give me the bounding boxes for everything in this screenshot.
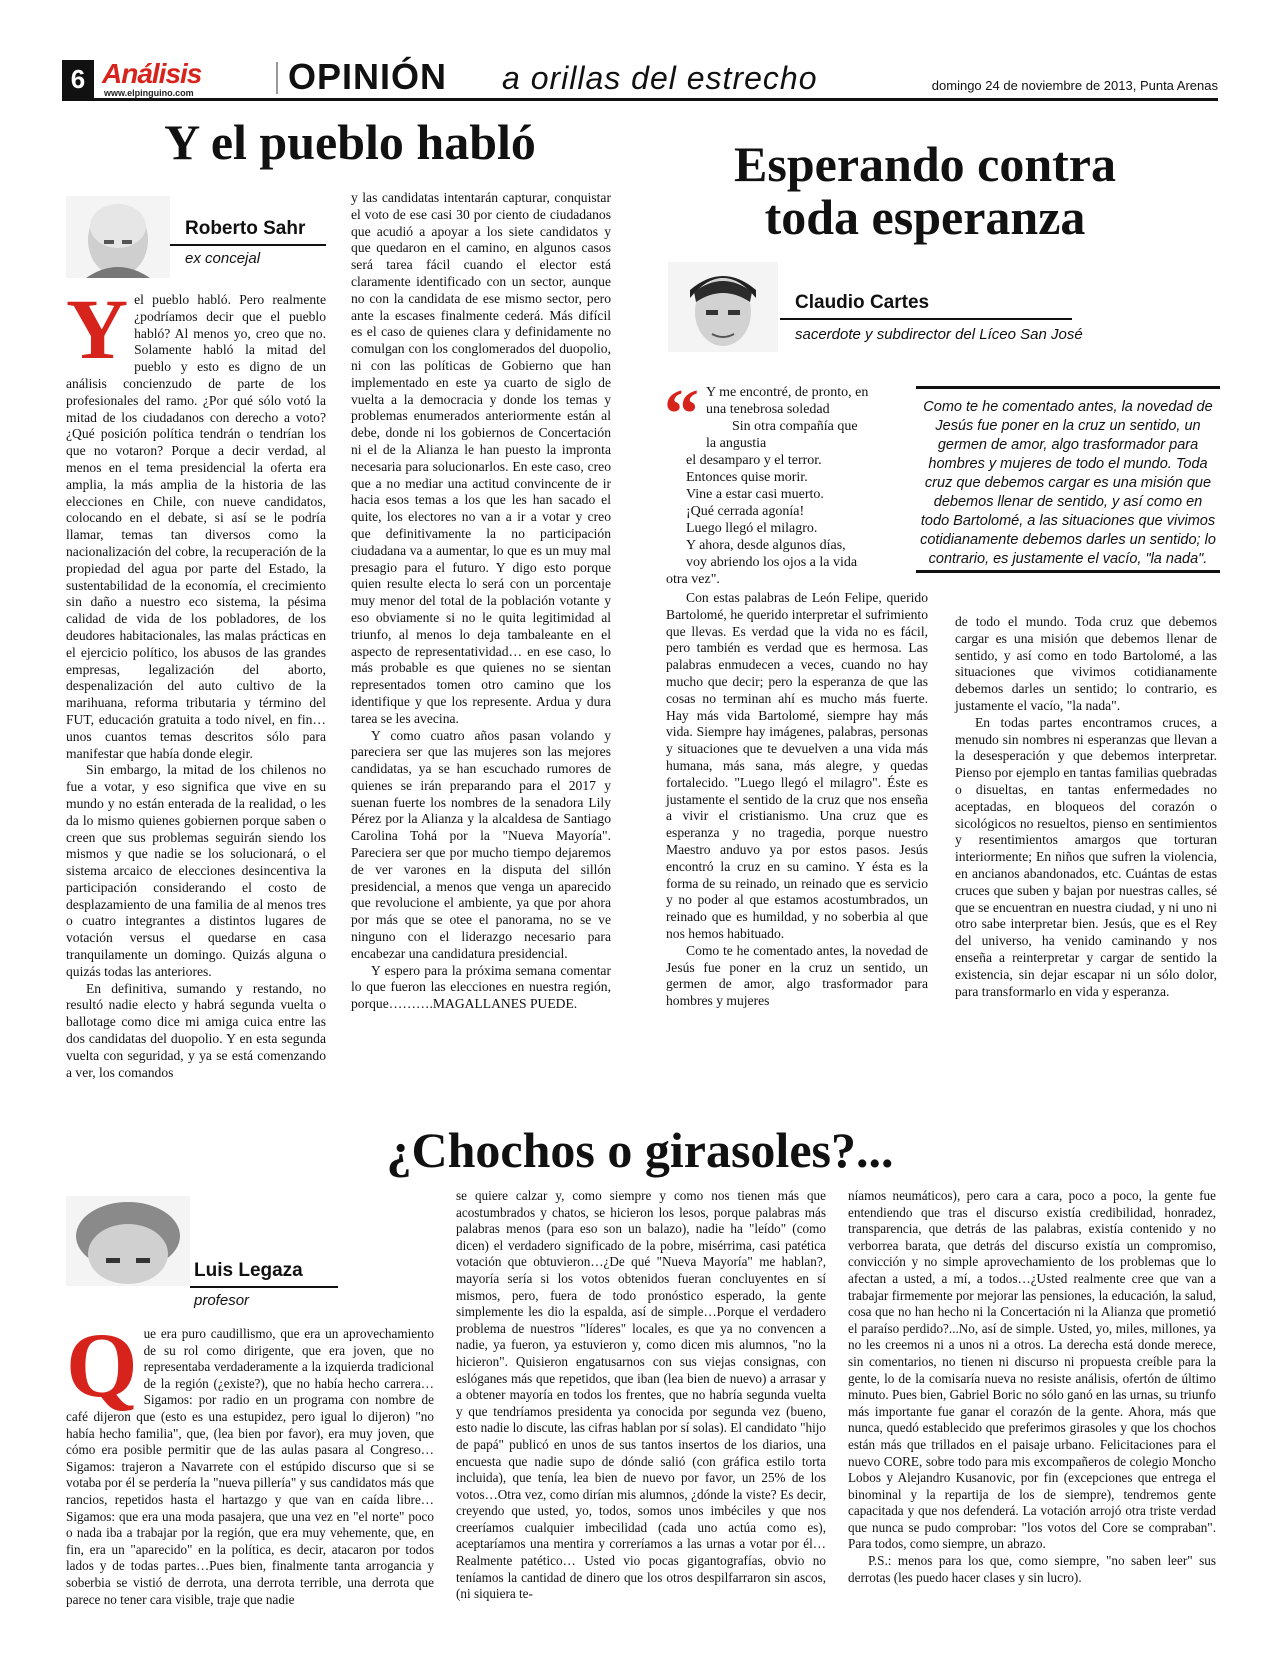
- author-photo-roberto-sahr: [66, 196, 170, 278]
- page-header: [62, 54, 1218, 101]
- paragraph: P.S.: menos para los que, como siempre, "no saben leer" sus derrotas (les puedo hacer clases y sin lucro).: [848, 1553, 1216, 1585]
- brand-url: www.elpinguino.com: [104, 88, 194, 98]
- author-role: ex concejal: [185, 250, 261, 267]
- article3-column-1: [66, 1314, 434, 1656]
- article1-headline: Y el pueblo habló: [164, 114, 536, 170]
- author-photo-claudio-cartes: [668, 262, 778, 352]
- author-name: Luis Legaza: [194, 1260, 303, 1281]
- paragraph: se quiere calzar y, como siempre y como nos tienen más que acostumbrados y chatos, se hicieron los lesos, porque palabras más palabras menos (para eso son un balazo), nadie ha "leído" (como dicen) el verdadero significado de la pobre, misérrima, casi patética votación que obtuvieron…¿De qué "Nueva Mayoría" me hablan?, mayoría sería si los votos obtenidos fueran concluyentes en sí mismos, pero, fuera de todo pronóstico esperado, la gente simplemente les dio la espalda, así de simple…Porque el verdadero problema de nuestros "líderes" locales, es que ya no convencen a nadie, ya fueron, ya estuvieron y, como dicen mis alumnos, "no la hicieron". Quisieron engatusarnos con sus viejas consignas, con eslóganes más que repetidos, que iban (lea bien de nuevo) a arrasar y a obtener mayoría en todos los frentes, que no habría segunda vuelta y que tendríamos presidenta ya conocida por segunda vez (bueno, esto nadie lo discute, las cifras hablan por sí solas). El candidato "hijo de papá" publicó en unos de sus tantos insertos de los diarios, una encuesta que nadie supo de dónde salió (con gráfica estilo torta incluida), que tenía, lea bien de nuevo por favor, un 25% de los votos…Otra vez, como dirían mis alumnos, ¿dónde la viste? Es decir, creyendo que usted, yo, todos, somos unos imbéciles y que nos creeríamos cualquier imbecilidad (cada uno actúa como es), aceptaríamos una mentira y correríamos a las urnas a votar por él…Realmente patético… Usted vio pocas gigantografías, obvio no teníamos la cantidad de dinero que los otros despilfarraron sin ascos, (ni siquiera te-: [456, 1188, 826, 1602]
- article1-column-2: [351, 190, 611, 1102]
- verse-line: Entonces quise morir.: [686, 470, 808, 485]
- paragraph: En definitiva, sumando y restando, no resultó nadie electo y habrá segunda vuelta o ballotage como dice mi amiga cuica entre las dos candidatas del duopolio. Y en esta segunda vuelta con seguridad, y ya se está comenzando a ver, los comandos: [66, 980, 326, 1080]
- verse-line: una tenebrosa soledad: [706, 402, 830, 417]
- author-role: sacerdote y subdirector del Líceo San José: [795, 326, 1083, 343]
- article3-column-3: [848, 1188, 1216, 1656]
- article2-column-2: [955, 614, 1217, 1102]
- verse-line: la angustia: [706, 436, 767, 451]
- article1-column-1: [66, 281, 326, 1102]
- article2-verse-cont: [666, 418, 926, 588]
- dropcap: Y: [66, 281, 129, 377]
- pull-quote-rule-top: [916, 386, 1220, 389]
- dropcap: Q: [66, 1314, 138, 1416]
- paragraph: y las candidatas intentarán capturar, conquistar el voto de ese casi 30 por ciento de ciudadanos que acudió a apoyar a los siete candidatos y que quedaron en el camino, en algunos casos será tarea fácil cuando el elector está claramente identificado con un sector, aunque no con la candidata de ese mismo sector, pero ante la escases finalmente cederá. Más difícil es el caso de quienes clara y definidamente no comulgan con los conglomerados del duopolio, ni con las políticas de Gobierno que han implementado en este ya cuarto de siglo de vuelta a la democracia y donde los temas y problemas enumerados anteriormente están al debe, donde ni los gobiernos de Concertación ni el de la Alianza le han puesto la impronta necesaria para solucionarlos. En este caso, creo que a no mediar una actitud convincente de ir hacia esos temas a los que les han sacado el quite, los electores no van a ir a votar y creo que definitivamente la no participación ciudadana va a aumentar, lo que es un muy mal presagio para el futuro. Y digo esto porque quien resulte electa lo será con un porcentaje muy menor del total de la población votante y eso obviamente si no le quita legitimidad al triunfo, al menos lo deja tambaleante en el aspecto de representatividad… en ese caso, lo más probable es que quienes no se sientan representados tomen otro camino que los identifique y que los represente. Ardua y dura tarea se les avecina.: [351, 190, 611, 726]
- verse-line: el desamparo y el terror.: [686, 453, 822, 468]
- verse-line: voy abriendo los ojos a la vida: [686, 555, 858, 570]
- paragraph: de todo el mundo. Toda cruz que debemos cargar es una misión que debemos llenar de sentido, y así como en todo Bartolomé, a las situaciones que vivimos cotidianamente debemos darles un sentido; lo contrario, es justamente el vacío, "la nada".: [955, 614, 1217, 713]
- pull-quote-rule-bottom: [916, 570, 1220, 573]
- article3-column-2: [456, 1188, 826, 1656]
- author-role: profesor: [194, 1292, 250, 1309]
- article3-headline: ¿Chochos o girasoles?...: [386, 1122, 894, 1178]
- header-divider: [276, 62, 278, 94]
- paragraph: níamos neumáticos), pero cara a cara, poco a poco, la gente fue entendiendo que tras el discurso existía credibilidad, honradez, transparencia, que detrás de las palabras, existía contenido y no verborrea barata, que detrás del discurso existía un compromiso, convicción y no simple aprovechamiento de los problemas que lo afectan a usted, a mí, a todos…¿Usted realmente cree que van a trabajar firmemente por mejorar las pensiones, la educación, la salud, cosa que no han hecho ni la Concertación ni la Alianza que prometió el paraíso perdido?...No, así de simple. Usted, yo, miles, millones, ya no les creemos ni a unos ni a otros. La derecha está donde merece, sin comentarios, no tienen ni discurso ni propuesta creíble para la gente, lo de la comisaría nueva no resiste análisis, ofertón de último minuto. Pues bien, Gabriel Boric no sólo ganó en las urnas, su triunfo más importante fue ganar el corazón de la gente. Ahora, más que nunca, quedó establecido que preferimos girasoles y que los chochos están más que trillados en el paisaje urbano. Felicitaciones para el nuevo CORE, sobre todo para mis excompañeros de colegio Moncho Lobos y Alejandro Kusanovic, por fin (excepciones que entrega el binominal y la repartija de los de siempre), tendremos gente capacitada y que nos defenderá. La votación arrojó otra triste verdad que nunca se pudo comprobar: "los votos del Core se compraban". Para todos, como siempre, un abrazo.: [848, 1188, 1216, 1552]
- section-title: OPINIÓN: [288, 56, 448, 97]
- portrait-icon: [668, 262, 778, 352]
- verse-line: Vine a estar casi muerto.: [686, 487, 824, 502]
- paragraph: Con estas palabras de León Felipe, querido Bartolomé, he querido interpretar el sufrimiento que llevas. Es verdad que la vida no es fácil, pero también es verdad que es hermosa. Las palabras enmudecen a veces, cuando no hay mucho que decir; pero la esperanza de que las cosas no terminan ahí es mucho más fuerte. Hay más vida Bartolomé, siempre hay más vida. Siempre hay imágenes, palabras, personas y situaciones que te devuelven a una vida más humana, más sana, más alegre, y quedas fortalecido. "Luego llegó el milagro". Éste es justamente el sentido de la cruz que nos enseña a vivir el cristianismo. Una cruz que es esperanza y no tragedia, porque nuestro Maestro anduvo ya por estos pasos. Jesús encontró la cruz en su camino. Y ésta es la forma de su reinado, un reinado que es servicio y no poder al que estamos acostumbrados, un reinado que es humildad, y no soberbia al que nos hemos habituado.: [666, 590, 928, 941]
- paragraph: En todas partes encontramos cruces, a menudo sin nombres ni esperanzas que llevan a la desesperación y que debemos interpretar. Pienso por ejemplo en tantas familias quebradas o disueltas, en tantas enfermedades no aceptadas, en bloqueos del corazón o sicológicos no resueltos, pienso en sentimientos y resentimientos amargos que torturan interiormente; En niños que sufren la violencia, en ancianos abandonados, etc. Cuántas de estas cruces que suben y bajan por nuestras calles, sé que se encuentran en nuestra ciudad, y ni uno ni otro sabe interpretar bien. Jesús, que es el Rey del universo, ha venido caminando y nos enseña a reinterpretar y cargar de sentido la existencia, sin dejar escapar ni un sólo dolor, para transformarlo en vida y esperanza.: [955, 714, 1217, 999]
- verse-line: Y ahora, desde algunos días,: [686, 538, 846, 553]
- article2-verse: [706, 384, 906, 418]
- quote-mark-icon: “: [664, 376, 699, 453]
- page-number: 6: [62, 60, 94, 98]
- article2-column-1: [666, 590, 928, 1102]
- brand-logo: Análisis: [102, 58, 202, 89]
- author-photo-luis-legaza: [66, 1196, 190, 1286]
- author-name: Roberto Sahr: [185, 218, 306, 239]
- paragraph: Y como cuatro años pasan volando y pareciera ser que las mujeres son las mejores candidatas, ya se han escuchado rumores de quienes se irán preparando para el 2017 y suenan fuerte los nombres de la senadora Lily Pérez por la Alianza y la alcaldesa de Santiago Carolina Tohá por la "Nueva Mayoría". Pareciera ser que por mucho tiempo dejaremos de ver varones en la disputa del sillón presidencial, a menos que venga un aparecido que revolucione el ambiente, ya que por ahora por más que se otee el panorama, no se ve ninguno con el liderazgo necesario para encabezar una candidatura presidencial.: [351, 727, 611, 961]
- dateline: domingo 24 de noviembre de 2013, Punta Arenas: [931, 78, 1218, 93]
- article2-headline: Esperando contra toda esperanza: [734, 136, 1116, 245]
- paragraph: Sin embargo, la mitad de los chilenos no fue a votar, y eso significa que vive en su mundo y no están enterada de la realidad, o les da lo mismo quienes gobiernen porque saben o creen que sus problemas seguirán siendo los mismos y que nadie se los solucionará, o el sistema arcaico de elecciones desincentiva la participación considerando el costo de desplazamiento de una familia de al menos tres o cuatro integrantes a distintos lugares de votación versus el quedarse en casa tranquilamente un domingo. Quizás alguna o quizás todas las anteriores.: [66, 762, 326, 979]
- author-name: Claudio Cartes: [795, 292, 930, 313]
- section-subtitle: a orillas del estrecho: [502, 60, 818, 96]
- verse-line: ¡Qué cerrada agonía!: [686, 504, 805, 519]
- pull-quote: Como te he comentado antes, la novedad de Jesús fue poner en la cruz un sentido, un germen de amor, algo trasformador para hombres y mujeres de todo el mundo. Toda cruz que debemos cargar es una misión que debemos llenar de sentido, y así como en todo Bartolomé, a las situaciones que vivimos cotidianamente debemos darles un sentido; lo contrario, es justamente el vacío, "la nada".: [920, 399, 1216, 567]
- verse-line: Y me encontré, de pronto, en: [706, 385, 869, 400]
- portrait-icon: [66, 196, 170, 278]
- paragraph: ue era puro caudillismo, que era un aprovechamiento de su rol como dirigente, que era joven, que no representaba verdaderamente a la izquierda tradicional de la región (¿existe?), que no había hecho carrera… Sigamos: por radio en un programa con nombre de café dijeron que (esto es una estupidez, pero igual lo dijeron) "no había hecho familia", que, (lea bien por favor), era muy joven, que cómo era posible permitir que de las aulas pasara al Congreso…Sigamos: trajeron a Navarrete con el estúpido discurso que si se votaba por él se perdería la "nueva pillería" y sus candidatos más que rancios, repetidos hasta el hartazgo y que van en caída libre… Sigamos: que era una moda pasajera, que una vez en "el norte" poco o nada iba a trabajar por la región, que era muy vehemente, que, en fin, era un "aparecido" en la política, es decir, atacaron por todos lados y de todas partes…Pues bien, finalmente tanta arrogancia y soberbia se vistió de derrota, una derrota terrible, una derrota que parece no tener cara visible, traje que nadie: [66, 1326, 434, 1607]
- paragraph: Como te he comentado antes, la novedad de Jesús fue poner en la cruz un sentido, un germen de amor, algo trasformador para hombres y mujeres: [666, 942, 928, 1009]
- portrait-icon: [66, 1196, 190, 1286]
- author-rule: [190, 1286, 338, 1288]
- verse-line: Luego llegó el milagro.: [686, 521, 818, 536]
- paragraph: Y espero para la próxima semana comentar lo que fueron las elecciones en nuestra región, porque……….MAGALLANES PUEDE.: [351, 962, 611, 1012]
- verse-line: otra vez".: [666, 572, 720, 587]
- paragraph: el pueblo habló. Pero realmente ¿podríamos decir que el pueblo habló? Al menos yo, creo que no. Solamente habló la mitad del pueblo y esto es digno de un análisis concienzudo de parte de los profesionales del ramo. ¿Por qué sólo votó la mitad de los ciudadanos con derecho a voto? ¿Qué posición política tendrán o tendrían los que no votaron? Porque a decir verdad, al menos en el tema presidencial la oferta era amplia, la más amplia de la historia de las elecciones en Chile, con nueve candidatos, colocando en el debate, si así se le podría llamar, temas tan diversos como la nacionalización del cobre, la recuperación de la propiedad del agua por parte del Estado, la sustentabilidad de la economía, el crecimiento sin daño a nuestro eco sistema, la pésima calidad de vida de los pobladores, de los deudores habitacionales, las malas prácticas en el ejercicio político, los abusos de las grandes empresas, legalización del aborto, despenalización del auto cultivo de la marihuana, reforma tributaria y término del FUT, educación gratuita a todo nivel, en fin… unos cuantos temas descritos sólo para manifestar que había donde elegir.: [66, 292, 326, 761]
- author-rule: [170, 244, 326, 246]
- author-rule: [780, 318, 1072, 320]
- verse-line: Sin otra compañía que: [732, 419, 858, 434]
